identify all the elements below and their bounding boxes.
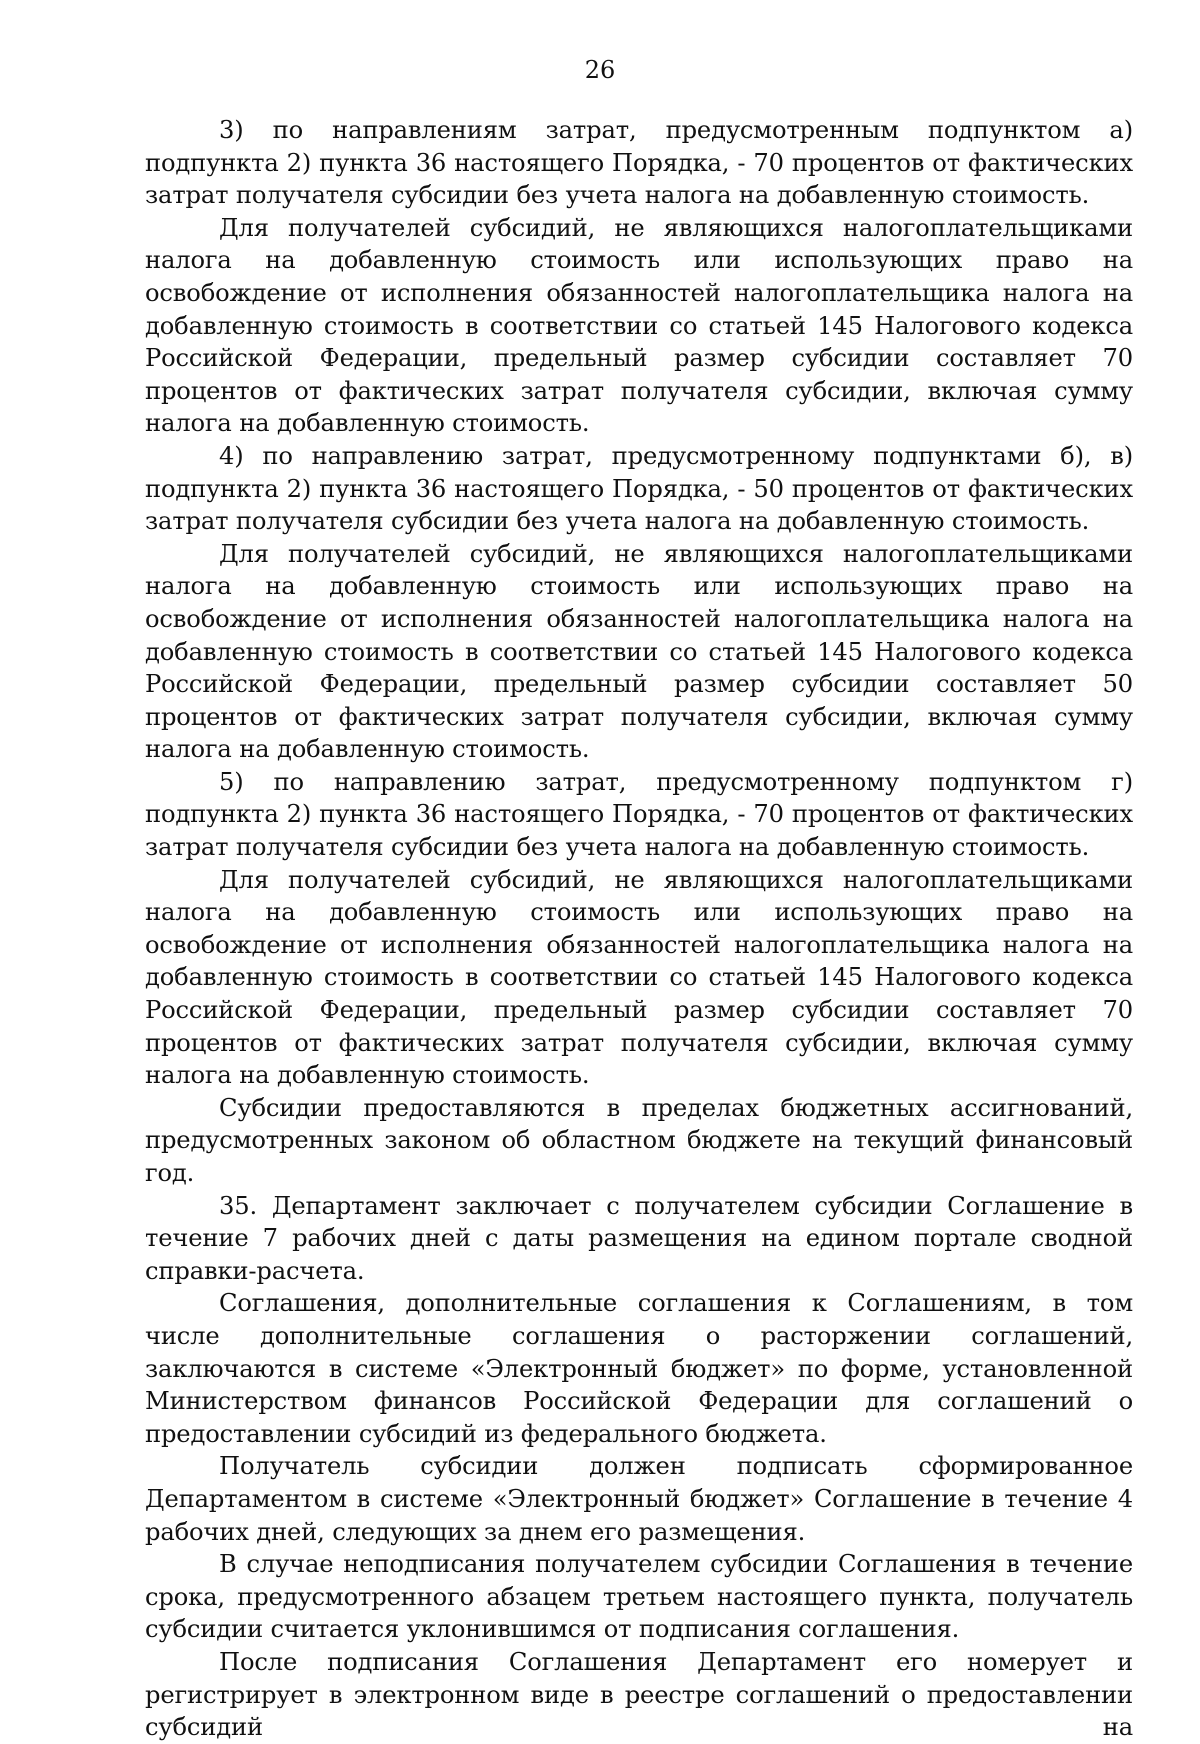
paragraph: Получатель субсидии должен подписать сформированное Департаментом в системе «Электронный бюджет» Соглашение в течение 4 рабочих дней, следующих за днем его размещения. — [145, 1452, 1133, 1546]
page-number: 26 — [584, 56, 616, 84]
paragraph: 4) по направлению затрат, предусмотренному подпунктами б), в) подпункта 2) пункта 36 настоящего Порядка, - 50 процентов от фактических затрат получателя субсидии без учета налога на добавленную стоимость. — [145, 441, 1133, 536]
document-body — [145, 114, 1133, 1744]
paragraph: Для получателей субсидий, не являющихся налогоплательщиками налога на добавленную стоимость или использующих право на освобождение от исполнения обязанностей налогоплательщика налога на добавленную стоимость в соответствии со статьей 145 Налогового кодекса Российской Федерации, предельный размер субсидии составляет 50 процентов от фактических затрат получателя субсидии, включая сумму налога на добавленную стоимость. — [145, 539, 1133, 764]
paragraph: 5) по направлению затрат, предусмотренному подпунктом г) подпункта 2) пункта 36 настоящего Порядка, - 70 процентов от фактических затрат получателя субсидии без учета налога на добавленную стоимость. — [145, 767, 1133, 862]
paragraph: В случае неподписания получателем субсидии Соглашения в течение срока, предусмотренного абзацем третьем настоящего пункта, получатель субсидии считается уклонившимся от подписания соглашения. — [145, 1550, 1133, 1644]
paragraph: Субсидии предоставляются в пределах бюджетных ассигнований, предусмотренных законом об областном бюджете на текущий финансовый год. — [145, 1093, 1133, 1187]
paragraph: Соглашения, дополнительные соглашения к Соглашениям, в том числе дополнительные соглашения о расторжении соглашений, заключаются в системе «Электронный бюджет» по форме, установленной Министерством финансов Российской Федерации для соглашений о предоставлении субсидий из федерального бюджета. — [145, 1289, 1133, 1448]
paragraph: 35. Департамент заключает с получателем субсидии Соглашение в течение 7 рабочих дней с даты размещения на едином портале сводной справки-расчета. — [145, 1191, 1133, 1285]
paragraph: Для получателей субсидий, не являющихся налогоплательщиками налога на добавленную стоимость или использующих право на освобождение от исполнения обязанностей налогоплательщика налога на добавленную стоимость в соответствии со статьей 145 Налогового кодекса Российской Федерации, предельный размер субсидии составляет 70 процентов от фактических затрат получателя субсидии, включая сумму налога на добавленную стоимость. — [145, 213, 1133, 438]
paragraph: 3) по направлениям затрат, предусмотренным подпунктом а) подпункта 2) пункта 36 настоящего Порядка, - 70 процентов от фактических затрат получателя субсидии без учета налога на добавленную стоимость. — [145, 116, 1133, 210]
paragraph: Для получателей субсидий, не являющихся налогоплательщиками налога на добавленную стоимость или использующих право на освобождение от исполнения обязанностей налогоплательщика налога на добавленную стоимость в соответствии со статьей 145 Налогового кодекса Российской Федерации, предельный размер субсидии составляет 70 процентов от фактических затрат получателя субсидии, включая сумму налога на добавленную стоимость. — [145, 865, 1133, 1090]
paragraph: После подписания Соглашения Департамент его номерует и регистрирует в электронном виде в реестре соглашений о предоставлении субсидий на — [145, 1647, 1133, 1742]
